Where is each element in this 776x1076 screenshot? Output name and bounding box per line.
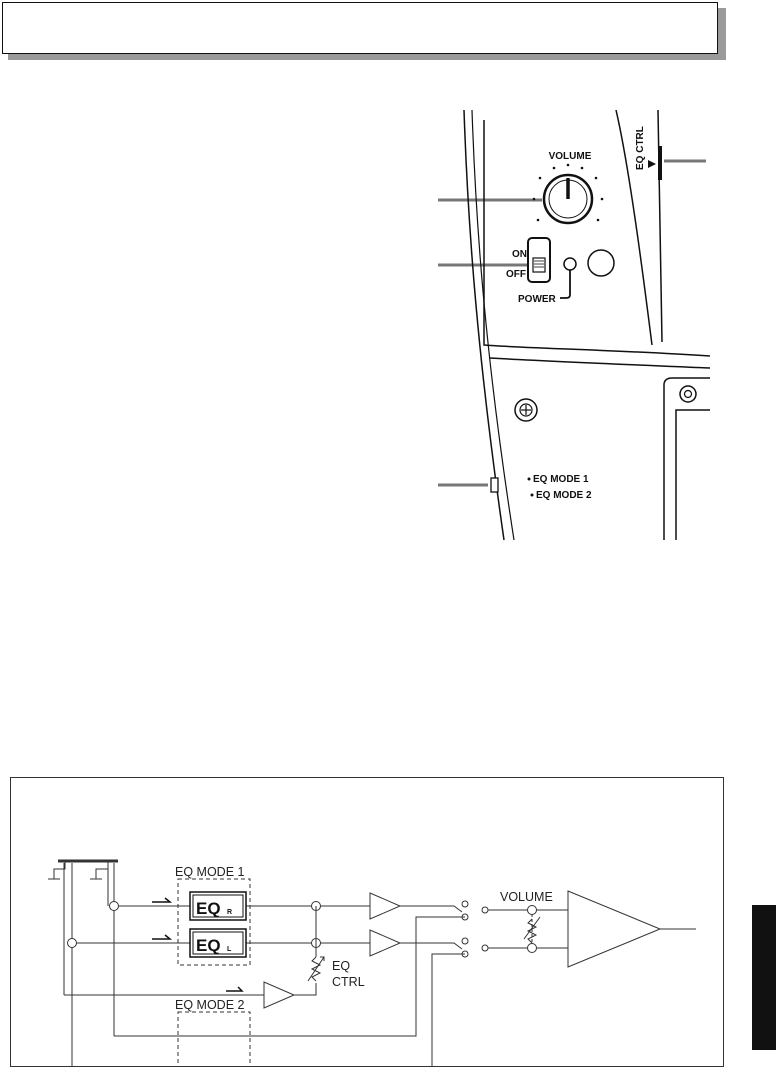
eq-mode-switch[interactable]: [491, 478, 498, 492]
power-led: [564, 258, 576, 270]
volume-label: VOLUME: [548, 151, 592, 162]
control-panel-illustration: [420, 110, 720, 545]
power-label: POWER: [518, 294, 556, 305]
eq-r-sub: R: [227, 909, 233, 916]
diagram-eq-mode1-label: EQ MODE 1: [175, 865, 245, 879]
eq-ctrl-label: EQ CTRL: [635, 126, 646, 170]
eq-ctrl-arrow-icon: [648, 160, 656, 168]
lower-panel-top: [490, 358, 710, 368]
on-label: ON: [512, 249, 527, 260]
amp-r-triangle: [370, 893, 400, 919]
diagram-eq-ctrl-label-line1: EQ: [332, 959, 351, 973]
eq-l-sub: L: [227, 946, 232, 953]
amp-l-triangle: [370, 930, 400, 956]
eq-mode2-box: [178, 1012, 250, 1067]
upper-panel-outline: [484, 120, 710, 356]
panel-right-edge: [658, 110, 662, 342]
off-label: OFF: [506, 269, 526, 280]
eq-r-text: EQ: [196, 899, 221, 918]
power-amp-triangle: [568, 891, 660, 967]
eq-ctrl-slot: [658, 146, 662, 180]
lower-right-box-inner: [676, 410, 710, 540]
eq-mode2-label: EQ MODE 2: [536, 490, 592, 501]
eq-mode1-label: EQ MODE 1: [533, 474, 589, 485]
corner-screw-icon: [680, 386, 696, 402]
eq-l-text: EQ: [196, 936, 221, 955]
panel-right-curve: [616, 110, 652, 345]
diagram-eq-ctrl-label-line2: CTRL: [332, 975, 365, 989]
diagram-eq-mode2-label: EQ MODE 2: [175, 998, 245, 1012]
title-box: [2, 2, 718, 54]
power-sensor: [588, 250, 614, 276]
side-section-tab: [752, 905, 776, 1050]
block-diagram: [10, 777, 724, 1067]
diagram-volume-label: VOLUME: [500, 890, 553, 904]
power-switch-lever: [533, 258, 545, 272]
eq-ctrl-amp-triangle: [264, 982, 294, 1008]
